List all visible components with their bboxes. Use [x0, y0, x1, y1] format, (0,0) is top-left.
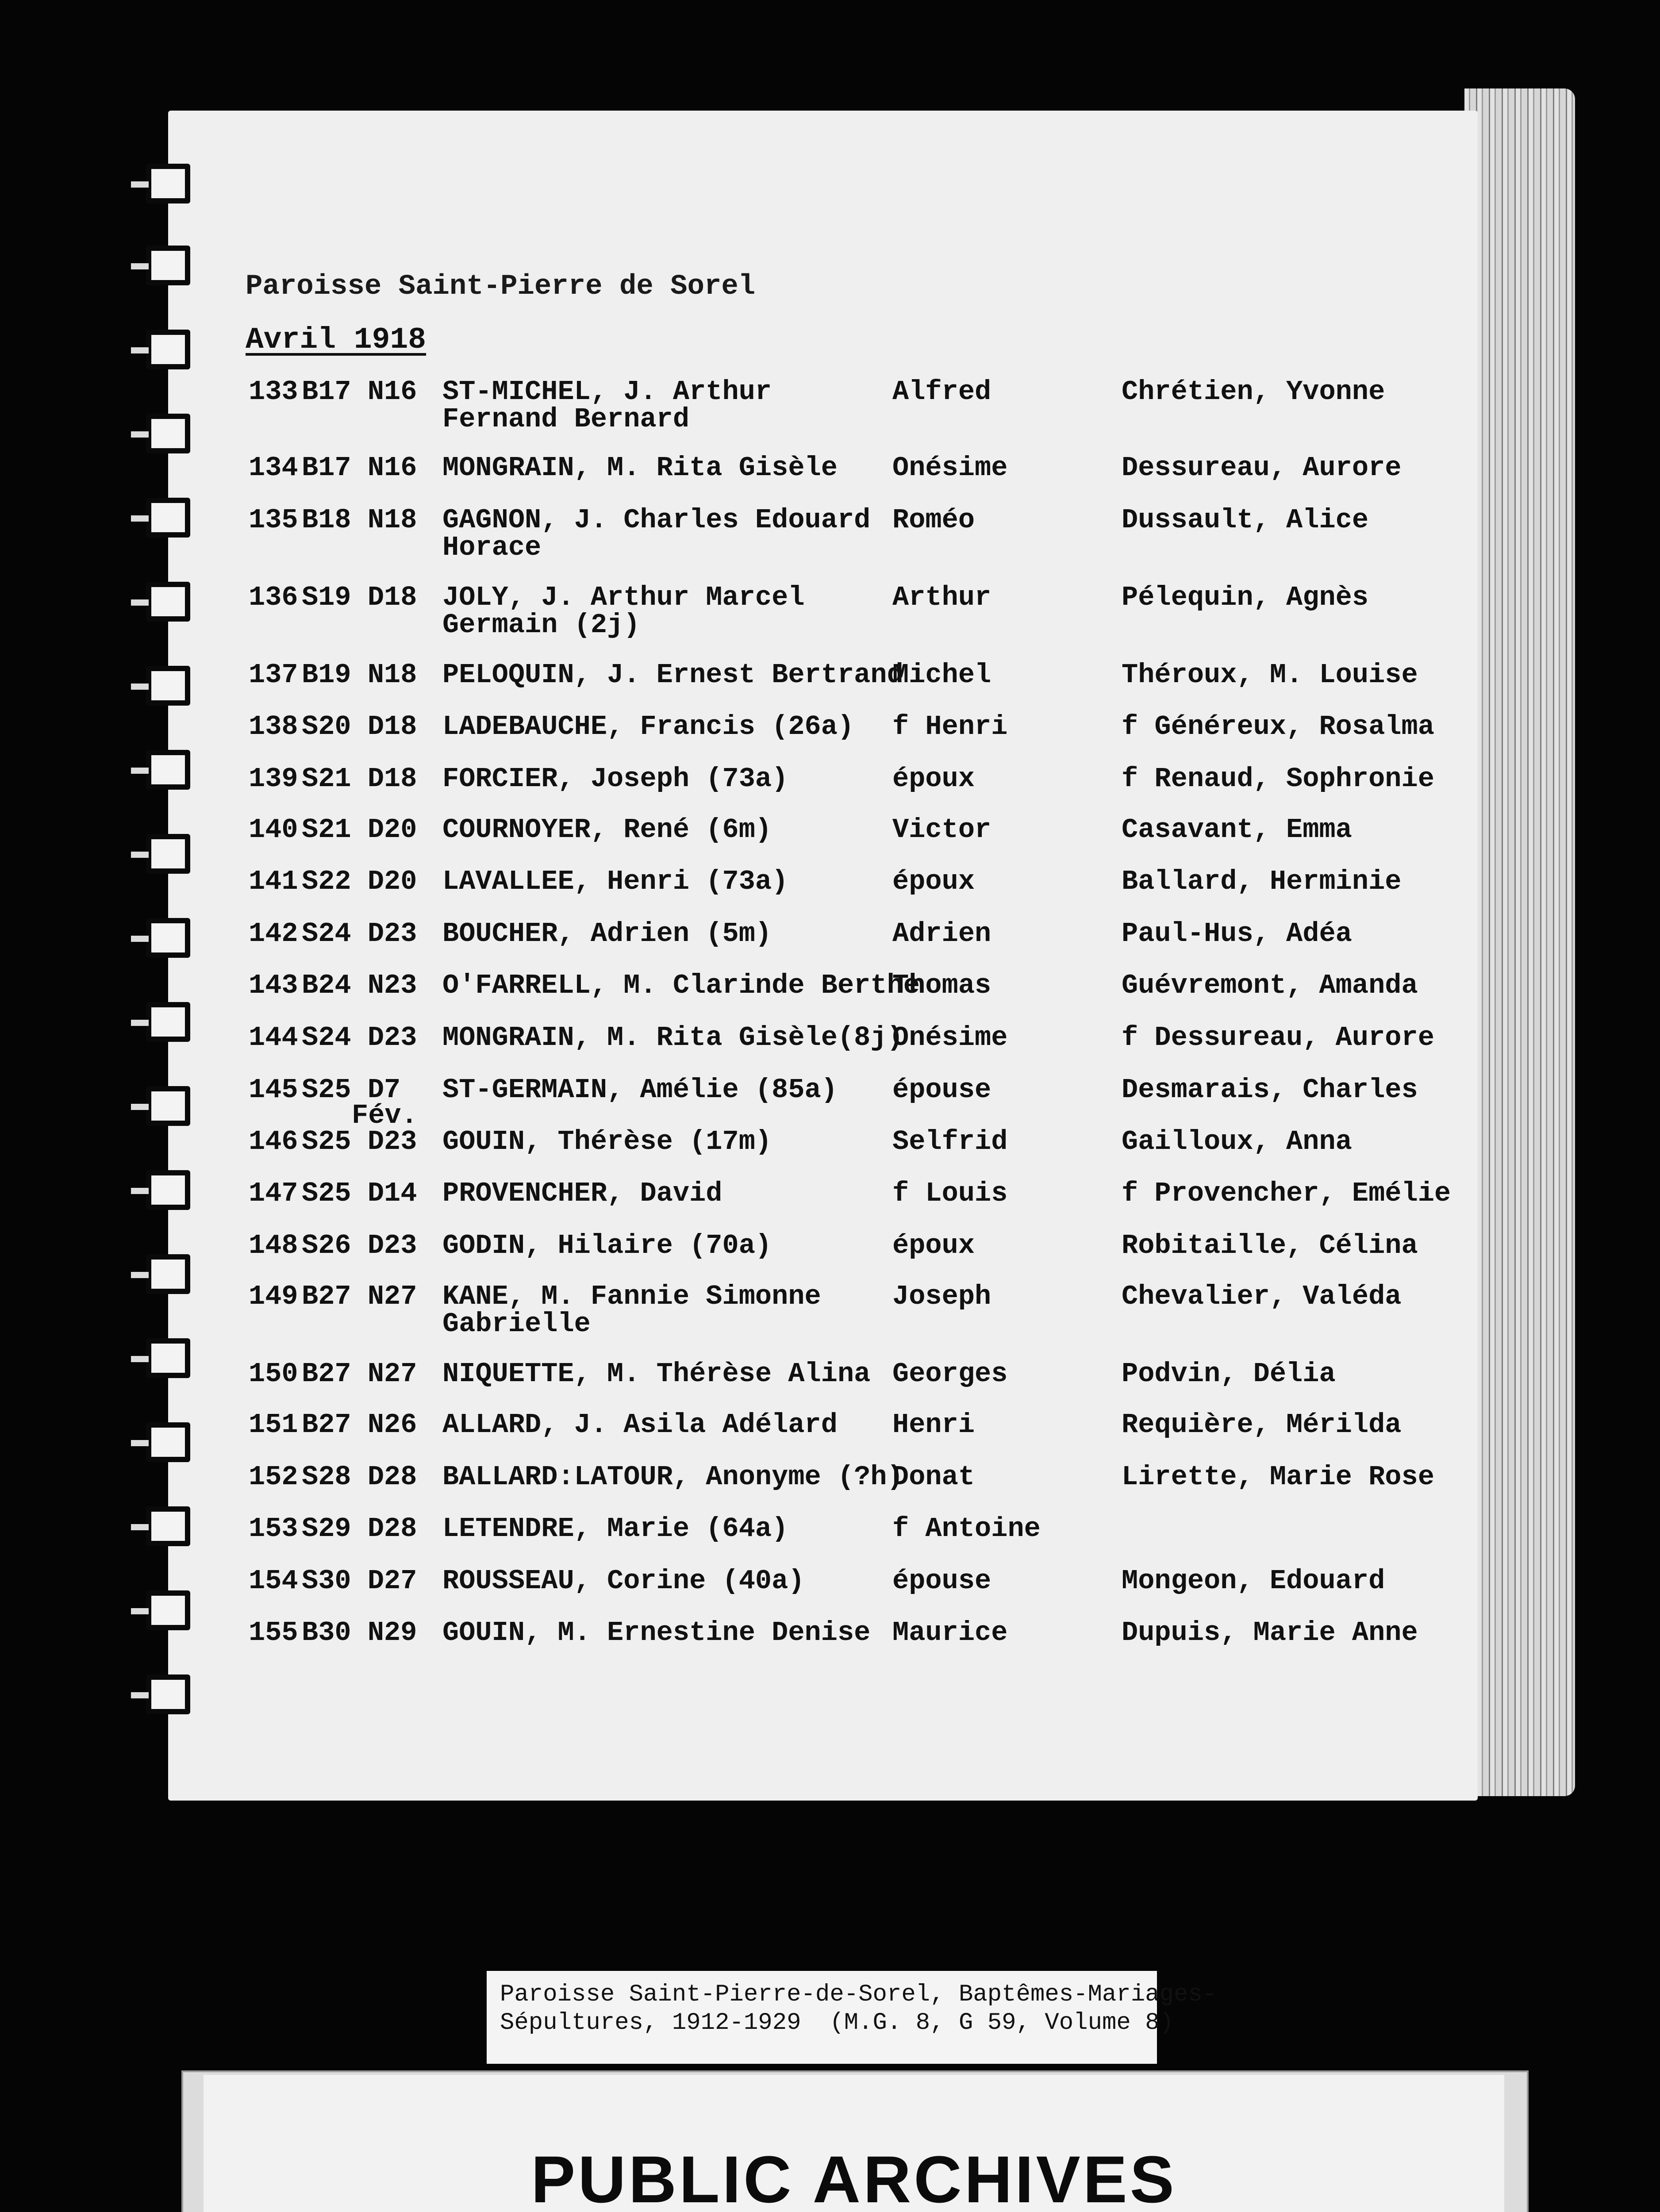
entry-mother: Dupuis, Marie Anne	[1122, 1617, 1418, 1648]
parish-heading: Paroisse Saint-Pierre de Sorel	[246, 271, 756, 303]
entry-number: 150	[249, 1358, 298, 1390]
entry-name-line-1: MONGRAIN, M. Rita Gisèle(8j)	[442, 1022, 903, 1053]
entry-act-code: S24 D23	[302, 918, 417, 949]
stamp-line-english: PUBLIC ARCHIVES	[531, 2142, 1177, 2212]
entry-father: épouse	[892, 1565, 991, 1597]
entry-father: Georges	[892, 1358, 1008, 1390]
entry-number: 138	[249, 711, 298, 742]
entry-mother: Chrétien, Yvonne	[1122, 376, 1385, 407]
entry-act-code: B27 N26	[302, 1409, 417, 1440]
entry-name-line-1: GODIN, Hilaire (70a)	[442, 1230, 772, 1261]
entry-name-line-1: BALLARD:LATOUR, Anonyme (?h)	[442, 1461, 903, 1493]
register-entry	[0, 454, 1660, 512]
entry-mother: f Généreux, Rosalma	[1122, 711, 1434, 742]
entry-name-line-1: KANE, M. Fannie Simonne	[442, 1281, 821, 1312]
entry-number: 143	[249, 970, 298, 1001]
entry-name	[442, 1515, 788, 1543]
entry-father: époux	[892, 866, 975, 897]
entry-name	[442, 378, 772, 433]
register-entry	[0, 661, 1660, 719]
entry-act-code: S25 D14	[302, 1178, 417, 1209]
entry-name-line-1: GOUIN, Thérèse (17m)	[442, 1126, 772, 1157]
entry-act-code: B24 N23	[302, 970, 417, 1001]
entry-mother: Dessureau, Aurore	[1122, 452, 1402, 484]
entry-name-line-2: Germain (2j)	[442, 609, 640, 641]
entry-father: époux	[892, 763, 975, 795]
entry-act-code: S28 D28	[302, 1461, 417, 1493]
entry-act-code: B19 N18	[302, 659, 417, 691]
entry-act-code: S24 D23	[302, 1022, 417, 1053]
entry-name	[442, 454, 838, 482]
entry-mother: Guévremont, Amanda	[1122, 970, 1418, 1001]
microfilm-reference-label	[487, 1971, 1217, 2064]
entry-number: 147	[249, 1178, 298, 1209]
entry-father: f Antoine	[892, 1513, 1041, 1544]
entry-father: f Louis	[892, 1178, 1008, 1209]
month-heading: Avril 1918	[246, 323, 427, 357]
entry-father: Alfred	[892, 376, 991, 407]
entry-name-line-1: MONGRAIN, M. Rita Gisèle	[442, 452, 838, 484]
entry-name	[442, 765, 788, 793]
fevrier-note: Fév.	[352, 1100, 418, 1131]
entry-mother: Théroux, M. Louise	[1122, 659, 1418, 691]
entry-name-line-1: ST-GERMAIN, Amélie (85a)	[442, 1074, 838, 1106]
entry-number: 135	[249, 504, 298, 536]
entry-name-line-1: ST-MICHEL, J. Arthur	[442, 376, 772, 407]
entry-act-code: B27 N27	[302, 1281, 417, 1312]
register-entry	[0, 713, 1660, 771]
entry-act-code: S20 D18	[302, 711, 417, 742]
entry-name-line-2: Fernand Bernard	[442, 403, 690, 435]
entry-mother: Desmarais, Charles	[1122, 1074, 1418, 1106]
register-entry	[0, 378, 1660, 436]
entry-father: Roméo	[892, 504, 975, 536]
register-entry	[0, 868, 1660, 926]
entry-father: Henri	[892, 1409, 975, 1440]
entry-name-line-1: ALLARD, J. Asila Adélard	[442, 1409, 838, 1440]
register-entry	[0, 1128, 1660, 1186]
entry-father: Michel	[892, 659, 991, 691]
entry-number: 154	[249, 1565, 298, 1597]
reference-line-2: Sépultures, 1912-1929 (M.G. 8, G 59, Volume 8)	[500, 2009, 1174, 2036]
register-entry	[0, 504, 1660, 564]
register-entry	[0, 920, 1660, 978]
entry-father: Adrien	[892, 918, 991, 949]
entry-name	[442, 1463, 903, 1491]
entry-act-code: S29 D28	[302, 1513, 417, 1544]
entry-name-line-1: PELOQUIN, J. Ernest Bertrand	[442, 659, 903, 691]
entry-act-code: S25 D23	[302, 1126, 417, 1157]
entry-number: 149	[249, 1281, 298, 1312]
entry-mother: f Dessureau, Aurore	[1122, 1022, 1434, 1053]
entry-name-line-1: COURNOYER, René (6m)	[442, 814, 772, 845]
entry-mother: f Provencher, Emélie	[1122, 1178, 1451, 1209]
entry-mother: f Renaud, Sophronie	[1122, 763, 1434, 795]
entry-name-line-1: O'FARRELL, M. Clarinde Berthe	[442, 970, 920, 1001]
entry-name-line-1: GOUIN, M. Ernestine Denise	[442, 1617, 871, 1648]
entry-name	[442, 1024, 903, 1052]
entry-father: Arthur	[892, 582, 991, 613]
entry-father: Onésime	[892, 1022, 1008, 1053]
entry-name-line-2: Horace	[442, 532, 542, 563]
entry-name-line-1: LADEBAUCHE, Francis (26a)	[442, 711, 854, 742]
entry-father: épouse	[892, 1074, 991, 1106]
entry-name	[442, 1619, 870, 1647]
entry-act-code: S26 D23	[302, 1230, 417, 1261]
entry-father: Maurice	[892, 1617, 1008, 1648]
entry-mother: Mongeon, Edouard	[1122, 1565, 1385, 1597]
entry-name	[442, 972, 920, 999]
entry-mother: Casavant, Emma	[1122, 814, 1352, 845]
entry-act-code: B17 N16	[302, 376, 417, 407]
entry-mother: Paul-Hus, Adéa	[1122, 918, 1352, 949]
entry-name-line-1: NIQUETTE, M. Thérèse Alina	[442, 1358, 871, 1390]
entry-number: 139	[249, 763, 298, 795]
entry-mother: Robitaille, Célina	[1122, 1230, 1418, 1261]
entry-mother: Pélequin, Agnès	[1122, 582, 1369, 613]
entry-act-code: S22 D20	[302, 866, 417, 897]
entry-name-line-1: LAVALLEE, Henri (73a)	[442, 866, 788, 897]
register-entry	[0, 972, 1660, 1029]
entry-number: 136	[249, 582, 298, 613]
entry-name	[442, 1232, 772, 1260]
entry-name	[442, 920, 772, 948]
entry-father: Thomas	[892, 970, 991, 1001]
entry-father: Joseph	[892, 1281, 991, 1312]
entry-name	[442, 584, 805, 639]
entry-name	[442, 868, 788, 895]
entry-act-code: B18 N18	[302, 504, 417, 536]
entry-number: 151	[249, 1409, 298, 1440]
entry-name-line-1: LETENDRE, Marie (64a)	[442, 1513, 788, 1544]
entry-name	[442, 713, 854, 741]
entry-act-code: S30 D27	[302, 1565, 417, 1597]
entry-number: 153	[249, 1513, 298, 1544]
entry-name	[442, 1360, 870, 1388]
reference-line-1: Paroisse Saint-Pierre-de-Sorel, Baptêmes-Mariages-	[500, 1981, 1217, 2008]
entry-number: 148	[249, 1230, 298, 1261]
entry-name	[442, 1128, 772, 1156]
entry-mother: Ballard, Herminie	[1122, 866, 1402, 897]
entry-father: f Henri	[892, 711, 1008, 742]
entry-act-code: B27 N27	[302, 1358, 417, 1390]
entry-father: Selfrid	[892, 1126, 1008, 1157]
entry-number: 137	[249, 659, 298, 691]
entry-number: 152	[249, 1461, 298, 1493]
entry-number: 140	[249, 814, 298, 845]
entry-name-line-1: BOUCHER, Adrien (5m)	[442, 918, 772, 949]
entry-name-line-1: PROVENCHER, David	[442, 1178, 722, 1209]
entry-number: 155	[249, 1617, 298, 1648]
register-entry	[0, 1283, 1660, 1340]
entry-act-code: S19 D18	[302, 582, 417, 613]
entry-name	[442, 1567, 805, 1595]
entry-act-code: B30 N29	[302, 1617, 417, 1648]
entry-name	[442, 1180, 722, 1207]
entry-number: 142	[249, 918, 298, 949]
register-entry	[0, 1463, 1660, 1521]
entry-name	[442, 816, 772, 844]
entry-name-line-1: ROUSSEAU, Corine (40a)	[442, 1565, 805, 1597]
entry-father: époux	[892, 1230, 975, 1261]
register-entry	[0, 1567, 1660, 1625]
entry-act-code: S21 D20	[302, 814, 417, 845]
entry-name-line-2: Gabrielle	[442, 1308, 591, 1340]
register-entry	[0, 1619, 1660, 1677]
entry-number: 141	[249, 866, 298, 897]
register-entry	[0, 1515, 1660, 1573]
entry-mother: Dussault, Alice	[1122, 504, 1369, 536]
entry-act-code: S25 D7	[302, 1074, 401, 1106]
entry-mother: Podvin, Délia	[1122, 1358, 1336, 1390]
entry-mother: Requière, Mérilda	[1122, 1409, 1402, 1440]
entry-mother: Chevalier, Valéda	[1122, 1281, 1402, 1312]
entry-number: 146	[249, 1126, 298, 1157]
entry-number: 134	[249, 452, 298, 484]
register-entry	[0, 1024, 1660, 1082]
register-entry	[0, 1411, 1660, 1469]
entry-father: Onésime	[892, 452, 1008, 484]
entry-name-line-1: FORCIER, Joseph (73a)	[442, 763, 788, 795]
register-entry	[0, 816, 1660, 874]
entry-name-line-1: JOLY, J. Arthur Marcel	[442, 582, 805, 613]
register-entry	[0, 1180, 1660, 1237]
entry-number: 133	[249, 376, 298, 407]
entry-number: 144	[249, 1022, 298, 1053]
entry-number: 145	[249, 1074, 298, 1106]
entry-name	[442, 661, 903, 689]
entry-father: Donat	[892, 1461, 975, 1493]
entry-name-line-1: GAGNON, J. Charles Edouard	[442, 504, 871, 536]
archives-stamp	[204, 2075, 1504, 2212]
entry-act-code: S21 D18	[302, 763, 417, 795]
register-entry	[0, 1076, 1660, 1134]
entry-name	[442, 1283, 821, 1338]
entry-name	[442, 504, 871, 563]
entry-name	[442, 1411, 838, 1439]
entry-mother: Lirette, Marie Rose	[1122, 1461, 1434, 1493]
entry-name	[442, 1076, 838, 1104]
register-entry	[0, 584, 1660, 641]
entry-father: Victor	[892, 814, 991, 845]
entry-mother: Gailloux, Anna	[1122, 1126, 1352, 1157]
entry-act-code: B17 N16	[302, 452, 417, 484]
